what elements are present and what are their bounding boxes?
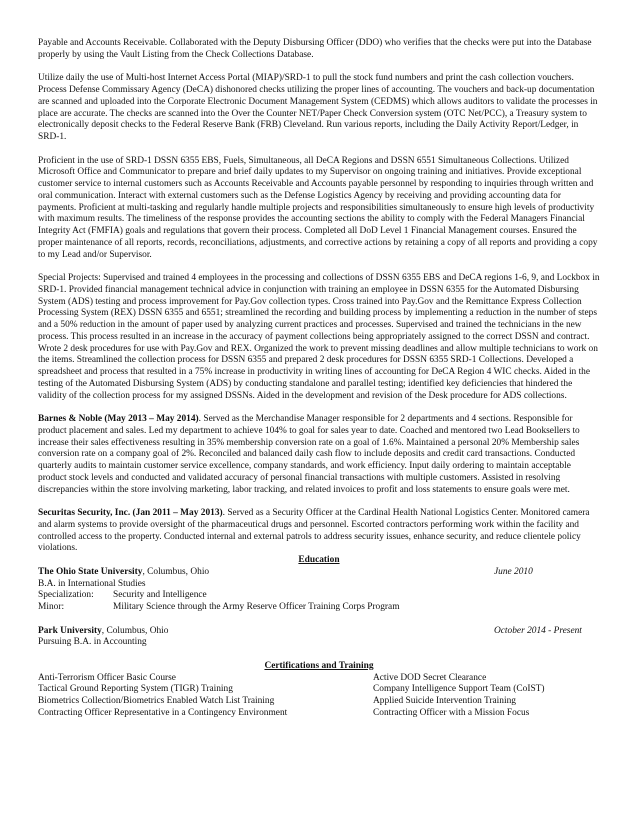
barnes-noble-entry xyxy=(38,414,600,496)
minor-value: Military Science through the Army Reserve Officer Training Corps Program xyxy=(113,602,400,612)
osu-specialization-row xyxy=(38,590,600,602)
securitas-heading: Securitas Security, Inc. (Jan 2011 – May 2013) xyxy=(38,508,223,518)
osu-school-name: The Ohio State University xyxy=(38,566,143,577)
experience-paragraph-1: Payable and Accounts Receivable. Collaborated with the Deputy Disbursing Officer (DDO) who verifies that the checks were put into the Database properly by using the Vault Listing from the Check Collections Database. xyxy=(38,38,592,60)
cert-row xyxy=(38,708,600,720)
osu-school-row xyxy=(38,567,600,579)
barnes-noble-description: . Served as the Merchandise Manager responsible for 2 departments and 4 sections. Responsible for product placement and sales. Led my department to achieve 104% to goal for sales year to date. Coached and mentored two Lead Booksellers to increase their sales effectiveness resulting in 35% membership conversion rate on a goal of 1.6%. Maintained a personal 20% Membership sales conversion rate on a company goal of 2%. Reconciled and balanced daily cash flow to include deposits and credit card transactions. Conducted quarterly audits to maintain customer service excellence, company standards, and work efficiency. Input daily ordering to maintain acceptable product stock levels and conducted and validated accuracy of personal financial transactions with multiple customers. Assisted in resolving discrepancies within the store involving marketing, labor tracking, and related invoices to profit and loss statements to ensure goals were met. xyxy=(38,414,580,495)
barnes-noble-heading: Barnes & Noble (May 2013 – May 2014) xyxy=(38,414,199,424)
securitas-entry xyxy=(38,508,600,555)
park-location: , Columbus, Ohio xyxy=(101,625,169,636)
cert-item-left: Contracting Officer Representative in a Contingency Environment xyxy=(38,707,288,718)
cert-row xyxy=(38,696,600,708)
specialization-label: Specialization: xyxy=(38,590,94,601)
osu-location: , Columbus, Ohio xyxy=(142,566,210,577)
special-projects-paragraph: Special Projects: Supervised and trained 4 employees in the processing and collections of DSSN 6355 EBS and DeCA regions 1-6, 9, and Lockbox in SRD-1. Provided financial management technical advice in conjunction with training an employee in DSSN 6355 for the Automated Disbursing System (ADS) testing and process improvement for Pay.Gov collection types. Cross trained into Pay.Gov and the Remittance Express Collection Processing System (REX) DSSN 6355 and 6551; streamlined the recording and building process by implementing a reduction in the number of steps and a 50% reduction in the amount of paper used by analyzing current practices and processes. Supervised and trained the technicians in the new process. This process resulted in an increase in the accuracy of payment collections being appropriately assigned to the correct DSSN and contract. Wrote 2 desk procedures for use with Pay.Gov and REX. Organized the work to prevent missing deadlines and allow multiple technicians to work on the items. Streamlined the collection process for DSSN 6355 and prepared 2 desk procedures for DSSN 6355 SRD-1 Collections. Developed a spreadsheet and process that resulted in a 75% increase in productivity in writing lines of accounting for DeCA Region 4 WIC checks. Aided in the testing of the Automated Disbursing System (ADS) by conducting standalone and parallel testing; identified key deficiencies that hindered the validity of the collection process for my assigned DSSNs. Aided in the development and revision of the Desk procedure for ADS collections. xyxy=(38,273,600,401)
experience-paragraph-3: Proficient in the use of SRD-1 DSSN 6355 EBS, Fuels, Simultaneous, all DeCA Regions and DSSN 6551 Simultaneous Collections. Utilized Microsoft Office and Communicator to prepare and brief daily updates to my Supervisor on ongoing training and initiatives. Provide exceptional customer service to internal customers such as Accounts Receivable and Accounts payable personnel by responding to inquiries through written and oral communication. Interact with external customers such as the Defense Logistics Agency by receiving and providing accounting data for payments. Proficient at multi-tasking and regularly handle multiple projects and responsibilities simultaneously to ensure high levels of productivity with maximum results. The timeliness of the response provides the accounting sections the ability to comply with the Federal Managers Financial Integrity Act (FMFIA) goals and regulations that govern their process. Completed all DoD Level 1 Financial Management courses. Ensured the proper maintenance of all reports, records, reconciliations, adjustments, and corrective actions by retaining a copy of all reports and providing a copy to my Lead and/or Supervisor. xyxy=(38,155,598,260)
cert-item-left: Tactical Ground Reporting System (TIGR) Training xyxy=(38,684,233,695)
park-school-name: Park University xyxy=(38,625,102,636)
cert-item-right: Contracting Officer with a Mission Focus xyxy=(373,707,530,718)
cert-row xyxy=(38,684,600,696)
cert-item-left: Biometrics Collection/Biometrics Enabled Watch List Training xyxy=(38,696,275,706)
cert-item-right: Active DOD Secret Clearance xyxy=(373,672,487,683)
cert-item-left: Anti-Terrorism Officer Basic Course xyxy=(38,672,176,683)
education-heading: Education xyxy=(298,555,340,565)
experience-paragraph-2: Utilize daily the use of Multi-host Internet Access Portal (MIAP)/SRD-1 to pull the stock fund numbers and print the cash collection vouchers. Process Defense Commissary Agency (DeCA) dishonored checks utilizing the proper lines of accounting. The vouchers and back-up documentation are scanned and uploaded into the Corporate Electronic Document Management System (CEDMS) which allows auditors to validate the processes in place are accurate. The checks are scanned into the Over the Counter NET/Paper Check Conversion system (OTC Net/PCC), a Treasury system to electronically deposit checks to the Federal Reserve Bank (FRB) Cleveland. Run various reports, including the Daily Activity Report/Ledger, in SRD-1. xyxy=(38,73,598,142)
specialization-value: Security and Intelligence xyxy=(113,590,207,601)
cert-row xyxy=(38,673,600,685)
osu-degree: B.A. in International Studies xyxy=(38,578,146,589)
osu-date: June 2010 xyxy=(494,566,533,577)
park-date: October 2014 - Present xyxy=(494,625,582,636)
park-degree: Pursuing B.A. in Accounting xyxy=(38,637,147,648)
cert-item-right: Applied Suicide Intervention Training xyxy=(373,696,516,706)
cert-item-right: Company Intelligence Support Team (CoIST) xyxy=(373,684,545,695)
securitas-description: . Served as a Security Officer at the Cardinal Health National Logistics Center. Monitored camera and alarm systems to provide oversight of the pharmaceutical drugs and personnel. Escorted contractors performing work within the facility and controlled access to the property. Conducted internal and external patrols to address security issues, enhance security, and reduce clientele policy violations. xyxy=(38,508,590,554)
minor-label: Minor: xyxy=(38,602,65,612)
park-school-row xyxy=(38,626,600,638)
certifications-heading: Certifications and Training xyxy=(264,660,374,671)
resume-page xyxy=(38,38,600,720)
osu-minor-row xyxy=(38,602,600,614)
